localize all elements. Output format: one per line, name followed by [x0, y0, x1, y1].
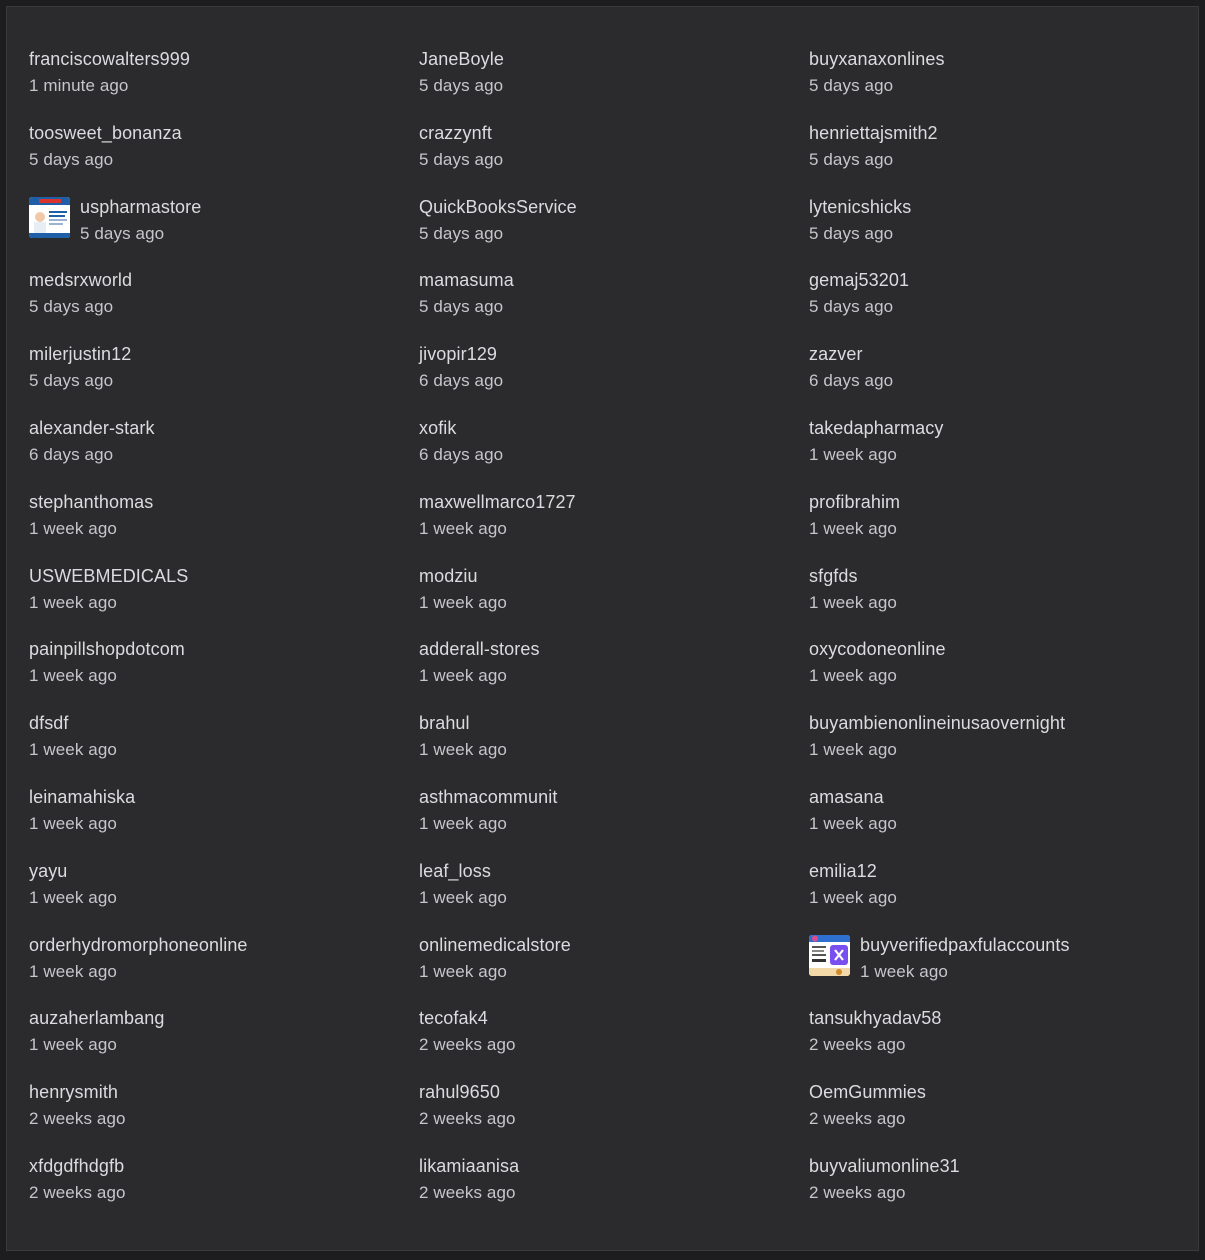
- user-text: [809, 195, 911, 245]
- activity-timestamp: 1 week ago: [419, 666, 507, 686]
- user-item[interactable]: [29, 268, 419, 342]
- user-item[interactable]: [809, 490, 1199, 564]
- username-link[interactable]: milerjustin12: [29, 344, 132, 365]
- user-item[interactable]: [419, 933, 809, 1007]
- user-text: [809, 637, 946, 687]
- user-item[interactable]: [809, 564, 1199, 638]
- username-link[interactable]: onlinemedicalstore: [419, 934, 571, 955]
- activity-timestamp: 1 week ago: [419, 961, 507, 981]
- username-link[interactable]: emilia12: [809, 860, 877, 881]
- user-item[interactable]: [809, 1080, 1199, 1154]
- activity-timestamp: 2 weeks ago: [419, 1182, 516, 1202]
- user-text: [29, 637, 185, 687]
- user-grid: [29, 47, 1199, 1228]
- username-link[interactable]: jivopir129: [419, 344, 498, 365]
- user-text: [29, 268, 132, 318]
- username-link[interactable]: tansukhyadav58: [809, 1008, 942, 1029]
- username-link[interactable]: takedapharmacy: [809, 417, 944, 438]
- username-link[interactable]: sfgfds: [809, 565, 858, 586]
- user-item[interactable]: [29, 637, 419, 711]
- user-text: [809, 564, 897, 614]
- user-text: [809, 859, 897, 909]
- activity-timestamp: 2 weeks ago: [29, 1109, 126, 1129]
- user-text: [419, 1154, 519, 1204]
- user-text: [29, 416, 155, 466]
- user-text: [29, 933, 248, 983]
- user-item[interactable]: [809, 933, 1199, 1007]
- username-link[interactable]: toosweet_bonanza: [29, 122, 182, 143]
- user-item[interactable]: [809, 859, 1199, 933]
- activity-timestamp: 5 days ago: [419, 297, 504, 317]
- user-item[interactable]: [809, 416, 1199, 490]
- user-item[interactable]: [29, 1154, 419, 1228]
- activity-timestamp: 2 weeks ago: [419, 1035, 516, 1055]
- user-text: [860, 933, 1070, 983]
- username-link[interactable]: USWEBMEDICALS: [29, 565, 189, 586]
- activity-timestamp: 6 days ago: [419, 371, 504, 391]
- activity-timestamp: 6 days ago: [29, 444, 114, 464]
- username-link[interactable]: medsrxworld: [29, 270, 133, 291]
- username-link[interactable]: xofik: [419, 417, 457, 438]
- user-text: [29, 121, 182, 171]
- username-link[interactable]: maxwellmarco1727: [419, 491, 576, 512]
- user-item[interactable]: [419, 1080, 809, 1154]
- activity-timestamp: 5 days ago: [80, 223, 165, 243]
- activity-timestamp: 5 days ago: [809, 149, 894, 169]
- user-text: [29, 342, 131, 392]
- user-item[interactable]: [419, 859, 809, 933]
- username-link[interactable]: leinamahiska: [29, 786, 136, 807]
- activity-timestamp: 5 days ago: [29, 149, 114, 169]
- user-item[interactable]: [419, 416, 809, 490]
- user-item[interactable]: [419, 1006, 809, 1080]
- user-item[interactable]: [809, 637, 1199, 711]
- activity-timestamp: 1 minute ago: [29, 76, 129, 95]
- activity-timestamp: 5 days ago: [419, 223, 504, 243]
- user-item[interactable]: [29, 342, 419, 416]
- user-text: [419, 933, 571, 983]
- user-item[interactable]: [809, 121, 1199, 195]
- user-text: [809, 490, 900, 540]
- activity-timestamp: 1 week ago: [809, 813, 897, 833]
- user-text: [419, 342, 503, 392]
- user-item[interactable]: [29, 1006, 419, 1080]
- user-text: [29, 564, 188, 614]
- activity-timestamp: 5 days ago: [419, 76, 504, 95]
- user-item[interactable]: [419, 195, 809, 269]
- activity-timestamp: 1 week ago: [809, 740, 897, 760]
- username-link[interactable]: rahul9650: [419, 1082, 500, 1103]
- recent-users-panel: [6, 6, 1199, 1251]
- user-text: [809, 1006, 942, 1056]
- activity-timestamp: 1 week ago: [29, 666, 117, 686]
- activity-timestamp: 1 week ago: [29, 887, 117, 907]
- user-item[interactable]: [29, 490, 419, 564]
- activity-timestamp: 5 days ago: [419, 149, 504, 169]
- username-link[interactable]: franciscowalters999: [29, 49, 190, 69]
- user-item[interactable]: [29, 564, 419, 638]
- username-link[interactable]: xfdgdfhdgfb: [29, 1155, 125, 1176]
- username-link[interactable]: auzaherlambang: [29, 1008, 165, 1029]
- activity-timestamp: 1 week ago: [419, 518, 507, 538]
- user-text: [419, 490, 576, 540]
- username-link[interactable]: amasana: [809, 786, 884, 807]
- username-link[interactable]: adderall-stores: [419, 639, 540, 660]
- username-link[interactable]: lytenicshicks: [809, 196, 912, 217]
- user-text: [419, 711, 507, 761]
- user-text: [419, 785, 557, 835]
- user-item[interactable]: [29, 121, 419, 195]
- username-link[interactable]: buyxanaxonlines: [809, 49, 945, 69]
- username-link[interactable]: OemGummies: [809, 1082, 927, 1103]
- user-text: [419, 637, 540, 687]
- activity-timestamp: 1 week ago: [419, 592, 507, 612]
- username-link[interactable]: leaf_loss: [419, 860, 491, 881]
- username-link[interactable]: uspharmastore: [80, 196, 202, 217]
- user-item[interactable]: [809, 195, 1199, 269]
- user-item[interactable]: [809, 268, 1199, 342]
- username-link[interactable]: orderhydromorphoneonline: [29, 934, 248, 955]
- user-text: [29, 859, 117, 909]
- username-link[interactable]: henriettajsmith2: [809, 122, 938, 143]
- user-text: [809, 121, 938, 171]
- user-item[interactable]: [29, 1080, 419, 1154]
- user-item[interactable]: [419, 490, 809, 564]
- user-item[interactable]: [809, 1154, 1199, 1228]
- user-text: [809, 47, 945, 97]
- username-link[interactable]: tecofak4: [419, 1008, 488, 1029]
- activity-timestamp: 1 week ago: [809, 518, 897, 538]
- user-item[interactable]: [419, 785, 809, 859]
- activity-timestamp: 2 weeks ago: [809, 1035, 906, 1055]
- activity-timestamp: 1 week ago: [419, 887, 507, 907]
- user-item[interactable]: [29, 711, 419, 785]
- activity-timestamp: 2 weeks ago: [29, 1182, 126, 1202]
- user-text: [419, 268, 514, 318]
- user-item[interactable]: [29, 47, 419, 121]
- activity-timestamp: 1 week ago: [29, 961, 117, 981]
- user-text: [29, 490, 153, 540]
- activity-timestamp: 1 week ago: [809, 444, 897, 464]
- user-item[interactable]: [29, 933, 419, 1007]
- username-link[interactable]: painpillshopdotcom: [29, 639, 185, 660]
- user-text: [809, 268, 909, 318]
- username-link[interactable]: JaneBoyle: [419, 49, 504, 69]
- username-link[interactable]: profibrahim: [809, 491, 901, 512]
- activity-timestamp: 1 week ago: [29, 740, 117, 760]
- username-link[interactable]: buyambienonlineinusaovernight: [809, 713, 1066, 734]
- user-text: [29, 1154, 126, 1204]
- user-item[interactable]: [419, 564, 809, 638]
- activity-timestamp: 6 days ago: [419, 444, 504, 464]
- username-link[interactable]: alexander-stark: [29, 417, 155, 438]
- user-text: [419, 195, 577, 245]
- user-text: [80, 195, 201, 245]
- user-item[interactable]: [29, 195, 419, 269]
- activity-timestamp: 5 days ago: [809, 297, 894, 317]
- user-item[interactable]: [809, 342, 1199, 416]
- username-link[interactable]: brahul: [419, 713, 470, 734]
- activity-timestamp: 5 days ago: [809, 223, 894, 243]
- user-text: [809, 785, 897, 835]
- avatar[interactable]: [29, 197, 70, 238]
- user-text: [419, 1080, 516, 1130]
- activity-timestamp: 6 days ago: [809, 371, 894, 391]
- username-link[interactable]: crazzynft: [419, 122, 492, 143]
- user-item[interactable]: [419, 121, 809, 195]
- user-item[interactable]: [419, 637, 809, 711]
- user-text: [809, 1080, 926, 1130]
- activity-timestamp: 1 week ago: [809, 666, 897, 686]
- user-text: [29, 785, 135, 835]
- user-text: [419, 859, 507, 909]
- user-item[interactable]: [809, 1006, 1199, 1080]
- user-text: [29, 711, 117, 761]
- user-text: [419, 564, 507, 614]
- activity-timestamp: 2 weeks ago: [809, 1109, 906, 1129]
- user-item[interactable]: [809, 785, 1199, 859]
- user-text: [809, 711, 1065, 761]
- user-item[interactable]: [419, 342, 809, 416]
- username-link[interactable]: buyverifiedpaxfulaccounts: [860, 934, 1070, 955]
- user-text: [809, 1154, 960, 1204]
- activity-timestamp: 1 week ago: [29, 518, 117, 538]
- activity-timestamp: 1 week ago: [860, 961, 948, 981]
- user-item[interactable]: [419, 711, 809, 785]
- avatar[interactable]: [809, 935, 850, 976]
- activity-timestamp: 1 week ago: [809, 592, 897, 612]
- username-link[interactable]: modziu: [419, 565, 478, 586]
- user-item[interactable]: [419, 47, 809, 121]
- user-text: [809, 342, 893, 392]
- activity-timestamp: 5 days ago: [29, 371, 114, 391]
- username-link[interactable]: QuickBooksService: [419, 196, 577, 217]
- user-item[interactable]: [809, 711, 1199, 785]
- username-link[interactable]: stephanthomas: [29, 491, 154, 512]
- activity-timestamp: 2 weeks ago: [419, 1109, 516, 1129]
- user-item[interactable]: [419, 268, 809, 342]
- username-link[interactable]: likamiaanisa: [419, 1155, 520, 1176]
- activity-timestamp: 5 days ago: [809, 76, 894, 95]
- user-item[interactable]: [29, 416, 419, 490]
- user-text: [29, 1080, 126, 1130]
- user-text: [809, 416, 943, 466]
- activity-timestamp: 1 week ago: [419, 813, 507, 833]
- activity-timestamp: 1 week ago: [29, 813, 117, 833]
- username-link[interactable]: gemaj53201: [809, 270, 910, 291]
- user-text: [419, 1006, 516, 1056]
- user-item[interactable]: [29, 785, 419, 859]
- user-text: [29, 1006, 165, 1056]
- activity-timestamp: 2 weeks ago: [809, 1182, 906, 1202]
- username-link[interactable]: henrysmith: [29, 1082, 119, 1103]
- activity-timestamp: 1 week ago: [29, 1035, 117, 1055]
- username-link[interactable]: oxycodoneonline: [809, 639, 946, 660]
- username-link[interactable]: buyvaliumonline31: [809, 1155, 960, 1176]
- user-item[interactable]: [809, 47, 1199, 121]
- activity-timestamp: 5 days ago: [29, 297, 114, 317]
- user-text: [419, 47, 504, 97]
- username-link[interactable]: mamasuma: [419, 270, 514, 291]
- activity-timestamp: 1 week ago: [809, 887, 897, 907]
- user-item[interactable]: [419, 1154, 809, 1228]
- user-text: [419, 416, 503, 466]
- user-text: [29, 47, 190, 97]
- username-link[interactable]: dfsdf: [29, 713, 69, 734]
- activity-timestamp: 1 week ago: [29, 592, 117, 612]
- username-link[interactable]: asthmacommunit: [419, 786, 558, 807]
- user-item[interactable]: [29, 859, 419, 933]
- username-link[interactable]: zazver: [809, 344, 863, 365]
- user-text: [419, 121, 503, 171]
- username-link[interactable]: yayu: [29, 860, 68, 881]
- activity-timestamp: 1 week ago: [419, 740, 507, 760]
